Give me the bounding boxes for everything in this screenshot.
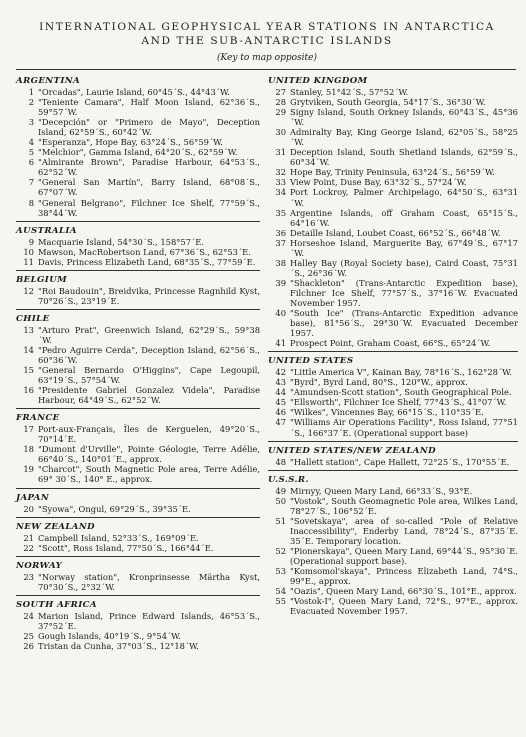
station-entry: [16, 611, 260, 631]
station-number: 46: [275, 407, 287, 418]
station-description: Grytviken, South Georgia, 54°17´S., 36°30´W.: [290, 97, 486, 108]
station-description: "Decepción" or "Primero de Mayo", Deception Island, 62°59´S., 60°42´W.: [38, 117, 261, 138]
station-number: 18: [23, 444, 34, 455]
station-entry: [16, 543, 260, 553]
station-description: "Williams Air Operations Facility", Ross Island, 77°51´S., 166°37´E. (Operational support base): [290, 417, 518, 438]
station-description: "Shackleton" (Trans-Antarctic Expedition base), Filchner Ice Shelf, 77°57´S., 37°16´W. Evacuated November 1957.: [290, 277, 518, 308]
station-entry: [16, 504, 260, 514]
station-description: "Vostok-I", Queen Mary Land, 72°S., 97°E., approx. Evacuated November 1957.: [290, 596, 518, 617]
station-entry: [268, 417, 518, 437]
station-description: "General Bernardo O'Higgins", Cape Legoupil, 63°19´S., 57°54´W.: [38, 365, 261, 386]
station-number: 32: [275, 167, 287, 178]
station-number: 38: [275, 257, 287, 268]
station-number: 26: [23, 640, 34, 651]
station-entry: [268, 338, 518, 348]
station-description: "Little America V", Kainan Bay, 78°16´S., 162°28´W.: [290, 367, 512, 378]
station-entry: [16, 631, 260, 641]
station-number: 47: [275, 417, 287, 428]
station-number: 50: [275, 495, 287, 506]
title-line-1: INTERNATIONAL GEOPHYSICAL YEAR STATIONS IN ANTARCTICA: [39, 21, 495, 33]
station-number: 17: [23, 424, 34, 435]
station-entry: [268, 586, 518, 596]
country-heading: UNITED STATES/NEW ZEALAND: [268, 445, 436, 456]
station-entry: [16, 257, 260, 267]
station-number: 40: [275, 308, 287, 319]
station-description: Argentine Islands, off Graham Coast, 65°15´S., 64°16´W.: [290, 207, 518, 228]
station-description: "Melchior", Gamma Island, 64°20´S., 62°59´W.: [38, 147, 238, 158]
country-heading: SOUTH AFRICA: [16, 599, 97, 610]
station-number: 42: [275, 367, 287, 378]
station-number: 2: [28, 97, 34, 108]
station-entry: [16, 177, 260, 197]
station-description: Macquarie Island, 54°30´S., 158°57´E.: [38, 236, 204, 247]
station-number: 53: [275, 565, 287, 576]
station-number: 43: [275, 377, 287, 388]
station-number: 7: [28, 177, 34, 188]
station-columns: [16, 76, 518, 651]
station-entry: [268, 208, 518, 228]
station-number: 35: [275, 207, 287, 218]
header-rule: [16, 69, 516, 70]
station-description: Port-aux-Français, Îles de Kerguelen, 49°20´S., 70°14´E.: [38, 424, 261, 445]
station-description: Signy Island, South Orkney Islands, 60°43´S., 45°36´W.: [290, 107, 518, 128]
station-entry: [16, 325, 260, 345]
station-description: "Oazis", Queen Mary Land, 66°30´S., 101°E., approx.: [290, 586, 517, 597]
station-entry: [268, 457, 518, 467]
station-description: Gough Islands, 40°19´S., 9°54´W.: [38, 630, 181, 641]
station-number: 13: [23, 324, 34, 335]
station-description: Stanley, 51°42´S., 57°52´W.: [290, 87, 409, 97]
station-entry: [268, 546, 518, 566]
country-heading: FRANCE: [16, 413, 60, 424]
station-number: 44: [275, 387, 287, 398]
station-entry: [16, 533, 260, 543]
station-number: 5: [28, 147, 34, 158]
station-description: "Roi Baudouin", Breidvika, Princesse Ragnhild Kyst, 70°26´S., 23°19´E.: [38, 285, 261, 306]
station-entry: [268, 516, 518, 546]
station-description: "Komsomol'skaya", Princess Elizabeth Land, 74°S., 99°E., approx.: [290, 565, 518, 587]
station-entry: [268, 228, 518, 238]
station-number: 22: [23, 542, 34, 553]
station-description: Port Lockroy, Palmer Archipelago, 64°50´S., 63°31´W.: [290, 187, 518, 208]
station-description: "Hallett station", Cape Hallett, 72°25´S., 170°55´E.: [290, 456, 510, 467]
section-divider: [16, 221, 260, 222]
country-heading: UNITED KINGDOM: [268, 76, 368, 86]
section-divider: [16, 556, 260, 557]
station-description: "Wilkes", Vincennes Bay, 66°15´S., 110°35´E.: [290, 407, 484, 418]
country-heading: AUSTRALIA: [16, 225, 77, 236]
station-description: Prospect Point, Graham Coast, 66°S., 65°24´W.: [290, 338, 491, 349]
station-number: 37: [275, 237, 287, 248]
station-entry: [16, 345, 260, 365]
station-description: "Syowa", Ongul, 69°29´S., 39°35´E.: [38, 503, 191, 514]
station-number: 20: [23, 503, 34, 514]
station-number: 54: [275, 586, 287, 597]
station-description: Davis, Princess Elizabeth Land, 68°35´S., 77°59´E.: [38, 256, 256, 267]
section-divider: [268, 351, 518, 352]
station-number: 33: [275, 177, 287, 188]
station-entry: [16, 572, 260, 592]
station-number: 30: [275, 127, 287, 138]
station-description: Mawson, MacRobertson Land, 67°36´S., 62°53´E.: [38, 246, 251, 257]
station-description: Marion Island, Prince Edward Islands, 46°53´S., 37°52´E.: [38, 610, 261, 631]
station-number: 41: [275, 338, 287, 349]
station-number: 31: [275, 147, 287, 158]
station-description: "Ellsworth", Filchner Ice Shelf, 77°43´S., 41°07´W.: [290, 397, 507, 408]
station-entry: [268, 147, 518, 167]
section-divider: [16, 488, 260, 489]
station-entry: [268, 278, 518, 308]
station-number: 11: [23, 256, 34, 267]
station-number: 8: [28, 197, 34, 208]
station-description: Detaille Island, Loubet Coast, 66°52´S., 66°48´W.: [290, 227, 501, 238]
station-entry: [268, 596, 518, 616]
station-description: "Scott", Ross Island, 77°50´S., 166°44´E.: [38, 542, 214, 553]
station-description: "Teniente Camara", Half Moon Island, 62°36´S., 59°57´W.: [38, 97, 261, 118]
station-description: "General Belgrano", Filchner Ice Shelf, 77°59´S., 38°44´W.: [38, 197, 261, 218]
section-divider: [16, 408, 260, 409]
station-number: 27: [275, 87, 287, 97]
station-number: 14: [23, 344, 34, 355]
station-description: "Presidente Gabriel Gonzalez Videla", Paradise Harbour, 64°49´S., 62°52´W.: [38, 385, 261, 406]
section-divider: [268, 441, 518, 442]
station-entry: [16, 147, 260, 157]
station-description: Halley Bay (Royal Society base), Caird Coast, 75°31´S., 26°36´W.: [290, 257, 518, 278]
station-description: "Vostok", South Geomagnetic Pole area, Wilkes Land, 78°27´S., 106°52´E.: [290, 495, 518, 516]
country-heading: NEW ZEALAND: [16, 521, 95, 532]
station-entry: [268, 97, 518, 107]
station-entry: [16, 247, 260, 257]
section-divider: [16, 270, 260, 271]
station-number: 24: [23, 610, 34, 621]
station-number: 21: [23, 532, 34, 543]
station-description: "General San Martín", Barry Island, 68°08´S., 67°07´W.: [38, 177, 261, 198]
station-number: 34: [275, 187, 287, 198]
station-entry: [16, 117, 260, 137]
section-divider: [16, 309, 260, 310]
station-description: "Pedro Aguirre Cerda", Deception Island, 62°56´S., 60°36´W.: [38, 344, 261, 365]
station-number: 3: [28, 117, 34, 128]
station-entry: [268, 308, 518, 338]
station-description: "Charcot", South Magnetic Pole area, Terre Adélie, 69° 30´S., 140° E., approx.: [38, 464, 261, 485]
country-heading: U.S.S.R.: [268, 474, 309, 485]
station-description: Campbell Island, 52°33´S., 169°09´E.: [38, 532, 199, 543]
station-entry: [16, 137, 260, 147]
station-number: 29: [275, 107, 287, 118]
station-entry: [16, 237, 260, 247]
station-description: "Dumont d'Urville", Pointe Géologie, Terre Adélie, 66°40´S., 140°01´E., approx.: [38, 444, 261, 465]
station-description: "South Ice" (Trans-Antarctic Expedition advance base), 81°56´S., 29°30´W. Evacuated December 1957.: [290, 308, 518, 339]
country-heading: JAPAN: [16, 492, 50, 503]
right-column: [268, 76, 518, 651]
page-title: [16, 20, 518, 48]
country-heading: NORWAY: [16, 560, 63, 571]
station-description: "Pionerskaya", Queen Mary Land, 69°44´S., 95°30´E. (Operational support base).: [290, 545, 518, 566]
station-entry: [16, 385, 260, 405]
station-number: 52: [275, 545, 287, 556]
station-number: 9: [28, 236, 34, 247]
station-number: 19: [23, 464, 34, 475]
station-number: 6: [28, 157, 34, 168]
station-description: "Orcadas", Laurie Island, 60°45´S., 44°43´W.: [38, 87, 230, 97]
station-description: "Amundsen-Scott station", South Geographical Pole.: [290, 387, 512, 398]
station-entry: [16, 157, 260, 177]
station-number: 39: [275, 277, 287, 288]
section-divider: [16, 595, 260, 596]
station-description: "Esperanza", Hope Bay, 63°24´S., 56°59´W.: [38, 137, 223, 148]
station-description: "Norway station", Kronprinsesse Märtha Kyst, 70°30´S., 2°32´W.: [38, 571, 261, 592]
station-entry: [268, 397, 518, 407]
station-entry: [16, 198, 260, 218]
station-entry: [16, 464, 260, 484]
page-subtitle: (Key to map opposite): [217, 53, 317, 63]
station-number: 49: [275, 485, 287, 496]
station-entry: [16, 424, 260, 444]
station-number: 48: [275, 456, 287, 467]
country-heading: UNITED STATES: [268, 356, 354, 367]
station-description: Horseshoe Island, Marguerite Bay, 67°49´S., 67°17´W.: [290, 237, 518, 258]
station-number: 45: [275, 397, 287, 408]
country-heading: BELGIUM: [16, 274, 68, 285]
station-entry: [16, 365, 260, 385]
station-number: 36: [275, 227, 287, 238]
station-description: "Sovetskaya", area of so-called "Pole of Relative Inaccessibility", Enderby Land, 78°24´S., 87°35´E. 35´E. Temporary location.: [290, 515, 518, 546]
station-number: 25: [23, 630, 34, 641]
station-entry: [268, 496, 518, 516]
station-number: 1: [28, 87, 34, 97]
station-description: Mirnyy, Queen Mary Land, 66°33´S., 93°E.: [290, 485, 473, 496]
section-divider: [16, 517, 260, 518]
station-entry: [16, 286, 260, 306]
station-description: "Almirante Brown", Paradise Harbour, 64°53´S., 62°52´W.: [38, 157, 261, 178]
section-divider: [268, 470, 518, 471]
station-number: 12: [23, 285, 34, 296]
station-entry: [268, 566, 518, 586]
station-entry: [268, 367, 518, 377]
station-number: 10: [23, 246, 34, 257]
station-entry: [16, 444, 260, 464]
station-number: 15: [23, 365, 34, 376]
station-number: 23: [23, 571, 34, 582]
station-entry: [268, 87, 518, 97]
station-number: 4: [28, 137, 34, 148]
station-entry: [268, 167, 518, 177]
station-description: Admiralty Bay, King George Island, 62°05´S., 58°25´W.: [290, 127, 518, 148]
title-line-2: AND THE SUB-ANTARCTIC ISLANDS: [141, 35, 393, 47]
country-heading: CHILE: [16, 313, 50, 324]
station-entry: [268, 107, 518, 127]
station-entry: [268, 127, 518, 147]
station-entry: [268, 486, 518, 496]
station-entry: [16, 641, 260, 651]
station-number: 28: [275, 97, 287, 108]
station-description: Hope Bay, Trinity Peninsula, 63°24´S., 56°59´W.: [290, 167, 495, 178]
station-entry: [268, 258, 518, 278]
station-description: View Point, Duse Bay, 63°32´S., 57°24´W.: [290, 177, 467, 188]
station-entry: [268, 407, 518, 417]
station-entry: [268, 238, 518, 258]
station-number: 51: [275, 515, 287, 526]
station-entry: [268, 387, 518, 397]
station-entry: [16, 97, 260, 117]
station-description: "Arturo Prat", Greenwich Island, 62°29´S., 59°38´W.: [38, 324, 261, 345]
station-description: Tristan da Cunha, 37°03´S., 12°18´W.: [38, 640, 199, 651]
station-entry: [268, 377, 518, 387]
left-column: [16, 76, 260, 651]
station-entry: [268, 177, 518, 187]
station-description: "Byrd", Byrd Land, 80°S., 120°W., approx.: [290, 377, 468, 388]
station-description: Deception Island, South Shetland Islands, 62°59´S., 60°34´W.: [290, 147, 518, 168]
country-heading: ARGENTINA: [16, 76, 81, 86]
station-number: 16: [23, 385, 34, 396]
station-entry: [268, 187, 518, 207]
station-entry: [16, 87, 260, 97]
station-number: 55: [275, 596, 287, 607]
